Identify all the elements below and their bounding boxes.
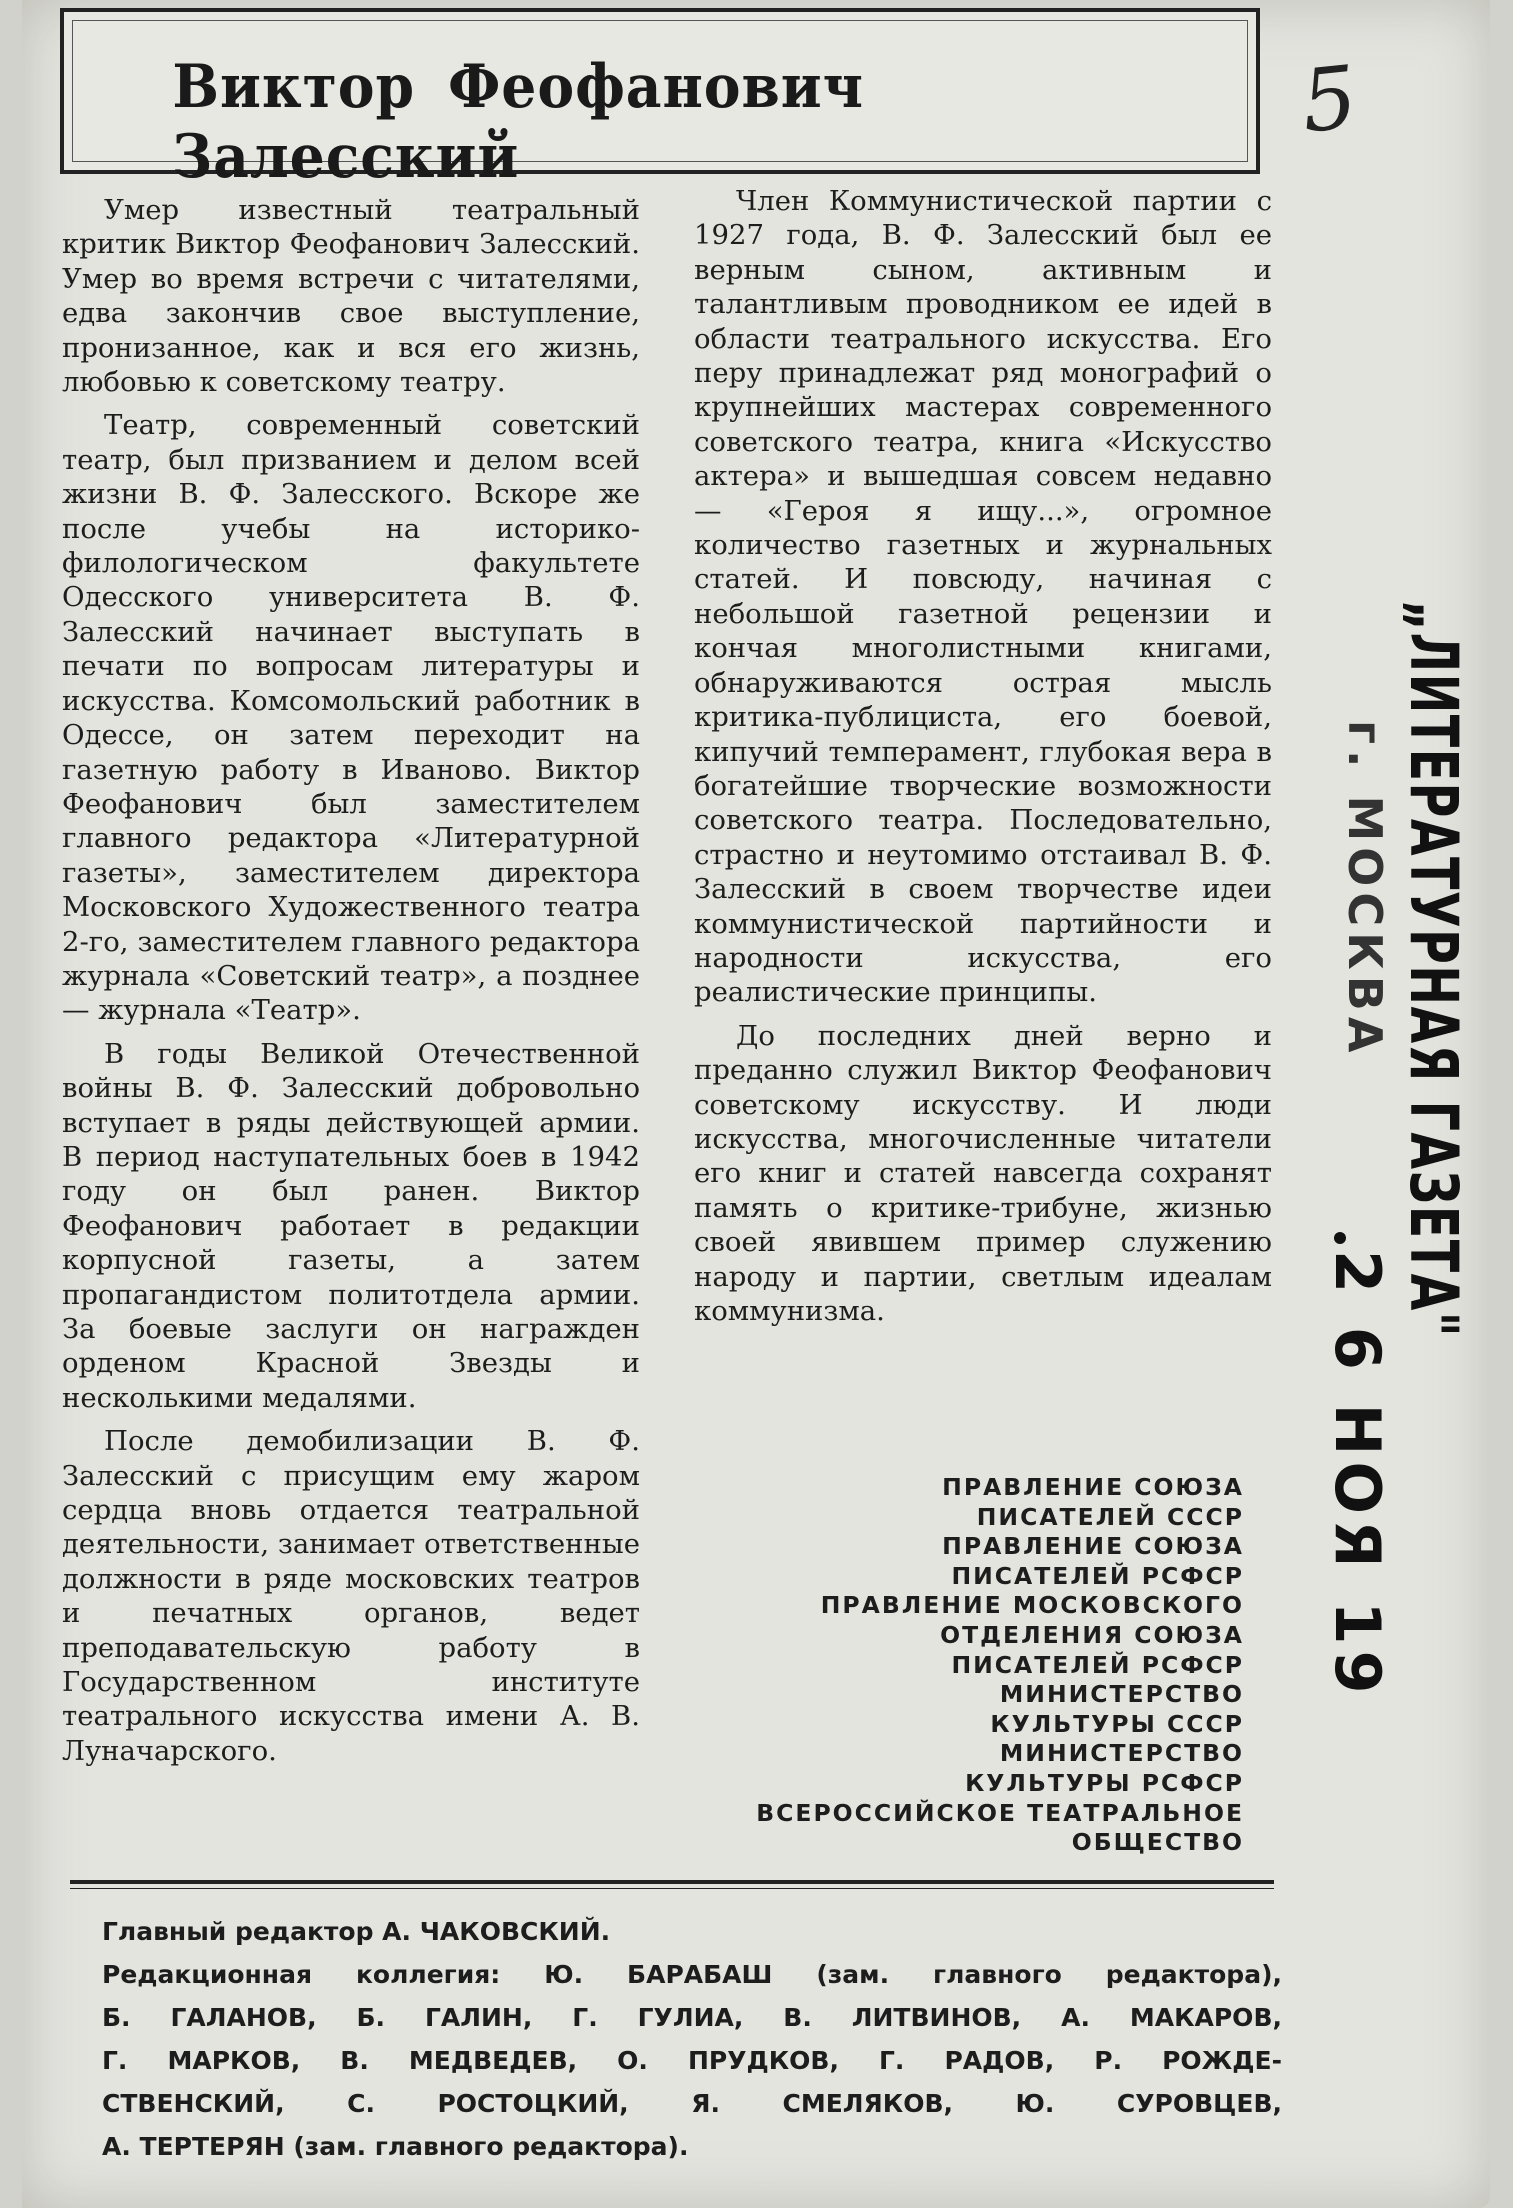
stamp-title: „ЛИТЕРАТУРНАЯ ГАЗЕТА" (1395, 600, 1472, 1338)
stamp-city: г. МОСКВА (1338, 720, 1392, 1059)
paragraph: Умер известный театральный критик Виктор Феофанович Залесский. Умер во время встречи с читателями, едва закончив свое выступление, пронизанное, как и вся его жизнь, любовью к советскому театру. (62, 194, 640, 399)
signatory-line: КУЛЬТУРЫ СССР (990, 1709, 1244, 1738)
masthead-line: А. ТЕРТЕРЯН (зам. главного редактора). (102, 2132, 689, 2161)
paragraph: В годы Великой Отечественной войны В. Ф. Залесский добровольно вступает в ряды действующей армии. В период наступательных боев в 1942 году он был ранен. Виктор Феофанович работает в редакции корпусной газеты, а затем пропагандистом политотдела армии. За боевые заслуги он награжден орденом Красной Звезды и несколькими медалями. (62, 1037, 640, 1414)
handwritten-page-number: 5 (1296, 47, 1362, 153)
signatory-line: ПРАВЛЕНИЕ СОЮЗА (942, 1532, 1244, 1561)
masthead-line: Б. ГАЛАНОВ, Б. ГАЛИН, Г. ГУЛИА, В. ЛИТВИНОВ, А. МАКАРОВ, (102, 2003, 1282, 2032)
signatory-line: ПИСАТЕЛЕЙ СССР (976, 1502, 1244, 1531)
stamp-dot (1334, 1232, 1346, 1244)
divider-rule (70, 1880, 1274, 1884)
signatory-line: МИНИСТЕРСТВО (999, 1680, 1244, 1709)
paragraph: После демобилизации В. Ф. Залесский с присущим ему жаром сердца вновь отдается театральной деятельности, занимает ответственные должности в ряде московских театров и печатных органов, ведет преподавательскую работу в Государственном институте театрального искусства имени А. В. Луначарского. (62, 1425, 640, 1767)
headline: Виктор Феофанович Залесский (172, 52, 864, 192)
signatory-line: ПИСАТЕЛЕЙ РСФСР (951, 1650, 1244, 1679)
signatory-line: ОБЩЕСТВО (1071, 1828, 1244, 1857)
editorial-masthead (102, 1910, 1282, 2168)
signatory-line: КУЛЬТУРЫ РСФСР (965, 1768, 1244, 1797)
masthead-line: Редакционная коллегия: Ю. БАРАБАШ (зам. главного редактора), (102, 1960, 1282, 1989)
masthead-line: СТВЕНСКИЙ, С. РОСТОЦКИЙ, Я. СМЕЛЯКОВ, Ю. СУРОВЦЕВ, (102, 2089, 1282, 2118)
article-column-left (62, 193, 640, 1777)
paragraph: До последних дней верно и преданно служил Виктор Феофанович советскому искусству. И люди искусства, многочисленные читатели его книг и статей навсегда сохранят память о критике-трибуне, жизнью своей явившем пример служению народу и партии, светлым идеалам коммунизма. (694, 1019, 1272, 1327)
masthead-line: Г. МАРКОВ, В. МЕДВЕДЕВ, О. ПРУДКОВ, Г. РАДОВ, Р. РОЖДЕ- (102, 2046, 1282, 2075)
article-column-right (694, 184, 1272, 1337)
paragraph: Театр, современный советский театр, был призванием и делом всей жизни В. Ф. Залесского. Вскоре же после учебы на историко-филологическом факультете Одесского университета В. Ф. Залесский начинает выступать в печати по вопросам литературы и искусства. Комсомольский работник в Одессе, он затем переходит на газетную работу в Иваново. Виктор Феофанович был заместителем главного редактора «Литературной газеты», заместителем директора Московского Художественного театра 2-го, заместителем главного редактора журнала «Советский театр», а позднее — журнала «Театр». (62, 409, 640, 1027)
signatory-line: ПИСАТЕЛЕЙ РСФСР (951, 1561, 1244, 1590)
signatories-block (662, 1473, 1244, 1858)
divider-rule (70, 1888, 1274, 1889)
paragraph: Член Коммунистической партии с 1927 года, В. Ф. Залесский был ее верным сыном, активным и талантливым проводником ее идей в области театрального искусства. Его перу принадлежат ряд монографий о крупнейших мастерах современного советского театра, книга «Искусство актера» и вышедшая совсем недавно — «Героя я ищу...», огромное количество газетных и журнальных статей. И повсюду, начиная с небольшой газетной рецензии и кончая многолистными книгами, обнаруживаются острая мысль критика-публициста, его боевой, кипучий темперамент, глубокая вера в богатейшие творческие возможности советского театра. Последовательно, страстно и неутомимо отстаивал В. Ф. Залесский в своем творчестве идеи коммунистической партийности и народности искусства, его реалистические принципы. (694, 185, 1272, 1009)
signatory-line: ПРАВЛЕНИЕ МОСКОВСКОГО (820, 1591, 1244, 1620)
masthead-line: Главный редактор А. ЧАКОВСКИЙ. (102, 1917, 611, 1946)
signatory-line: ОТДЕЛЕНИЯ СОЮЗА (940, 1620, 1244, 1649)
signatory-line: МИНИСТЕРСТВО (999, 1739, 1244, 1768)
signatory-line: ПРАВЛЕНИЕ СОЮЗА (942, 1473, 1244, 1501)
stamp-date: 2 6 НОЯ 19 (1321, 1250, 1394, 1700)
newspaper-clipping (22, 0, 1490, 2208)
signatory-line: ВСЕРОССИЙСКОЕ ТЕАТРАЛЬНОЕ (756, 1798, 1244, 1827)
